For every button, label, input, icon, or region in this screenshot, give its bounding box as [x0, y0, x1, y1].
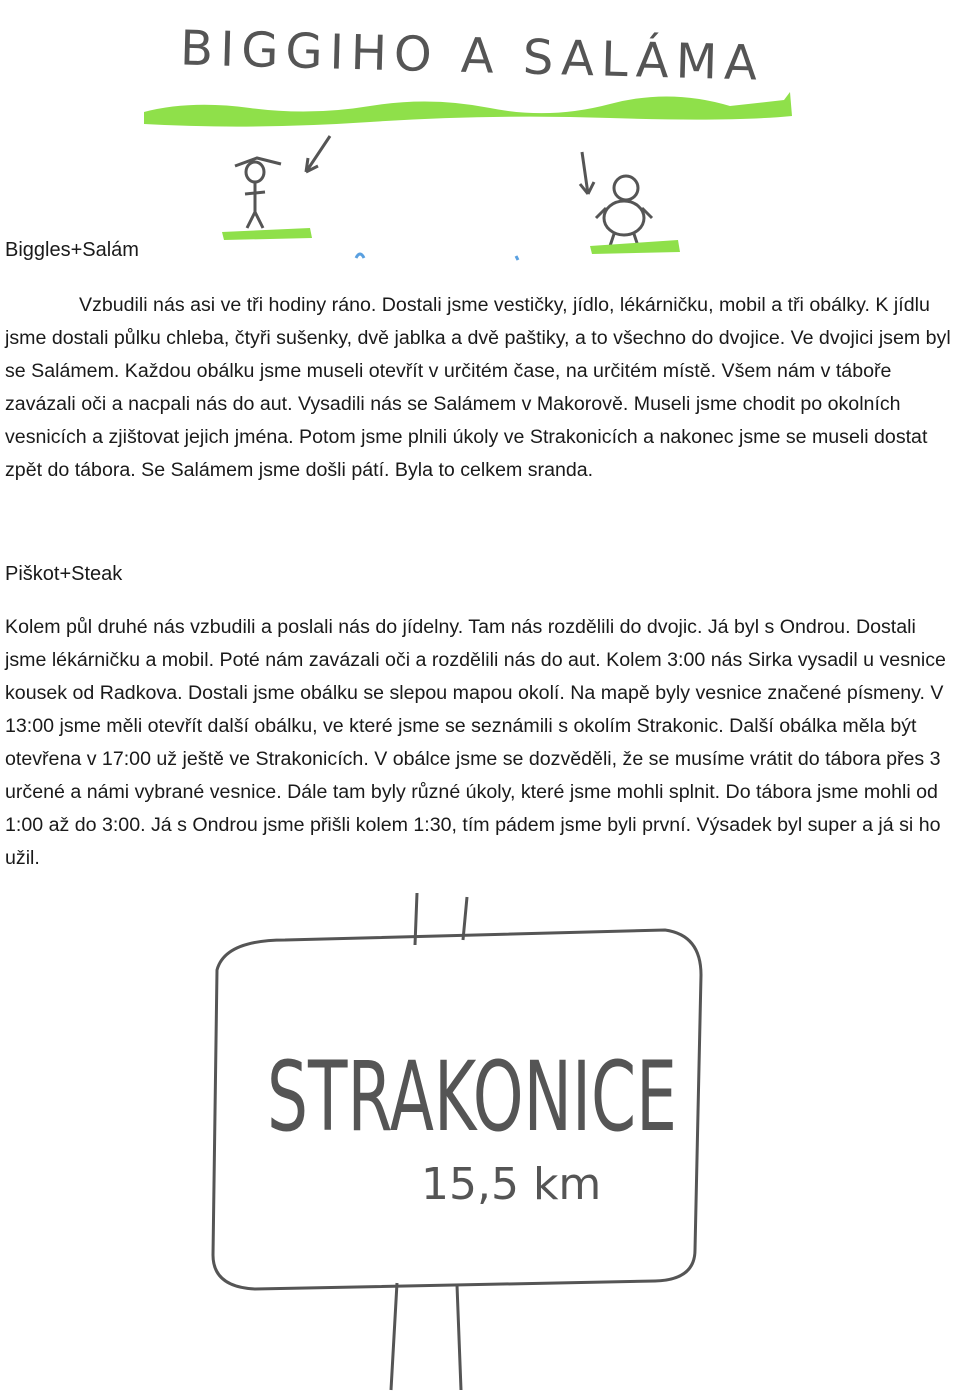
arrow-icon [306, 136, 330, 172]
grass-platform-right [590, 240, 680, 254]
stick-figure-left [235, 158, 281, 228]
blue-mark [356, 254, 364, 258]
grass-platform-left [222, 228, 312, 240]
drawing-title: BIGGIHO A SALÁMA [179, 20, 765, 92]
top-illustration [130, 0, 810, 262]
sign-distance: 15,5 km [421, 1159, 602, 1210]
sign-place-name: STRAKONICE [267, 1041, 677, 1153]
section-paragraph-biggles: Vzbudili nás asi ve tři hodiny ráno. Dostali jsme vestičky, jídlo, lékárničku, mobil a tři obálky. K jídlu jsme dostali půlku chleba, čtyři sušenky, dvě jablka a dvě paštiky, a to všechno do dvojice. Ve dvojici jsem byl se Salámem. Každou obálku jsme museli otevřít v určitém čase, na určitém místě. Všem nám v táboře zavázali oči a nacpali nás do aut. Vysadili nás se Salámem v Makorově. Museli jsme chodit po okolních vesnicích a zjištovat jejich jména. Potom jsme plnili úkoly ve Strakonicích a nakonec jsme se museli dostat zpět do tábora. Se Salámem jsme došli pátí. Byla to celkem sranda. [5, 294, 951, 481]
road-sign-illustration [195, 885, 715, 1390]
blue-mark [516, 256, 518, 260]
section-heading-biggles: Biggles+Salám [5, 239, 139, 261]
round-figure-right [596, 176, 652, 246]
grass-strip [144, 92, 792, 127]
arrow-icon [580, 152, 594, 194]
section-paragraph-piskot: Kolem půl druhé nás vzbudili a poslali nás do jídelny. Tam nás rozdělili do dvojic. Já byl s Ondrou. Dostali jsme lékárničku a mobil. Poté nám zavázali oči a rozdělili nás do aut. Kolem 3:00 nás Sirka vysadil u vesnice kousek od Radkova. Dostali jsme obálku se slepou mapou okolí. Na mapě byly vesnice značené písmeny. V 13:00 jsme měli otevřít další obálku, ve které jsme se seznámili s okolím Strakonic. Další obálka měla být otevřena v 17:00 už ještě ve Strakonicích. V obálce jsme se dozvěděli, že se musíme vrátit do tábora přes 3 určené a námi vybrané vesnice. Dále tam byly různé úkoly, které jsme mohli splnit. Do tábora jsme mohli od 1:00 až do 3:00. Já s Ondrou jsme přišli kolem 1:30, tím pádem jsme byli první. Výsadek byl super a já si ho užil. [5, 616, 946, 869]
section-heading-piskot: Piškot+Steak [5, 563, 123, 585]
